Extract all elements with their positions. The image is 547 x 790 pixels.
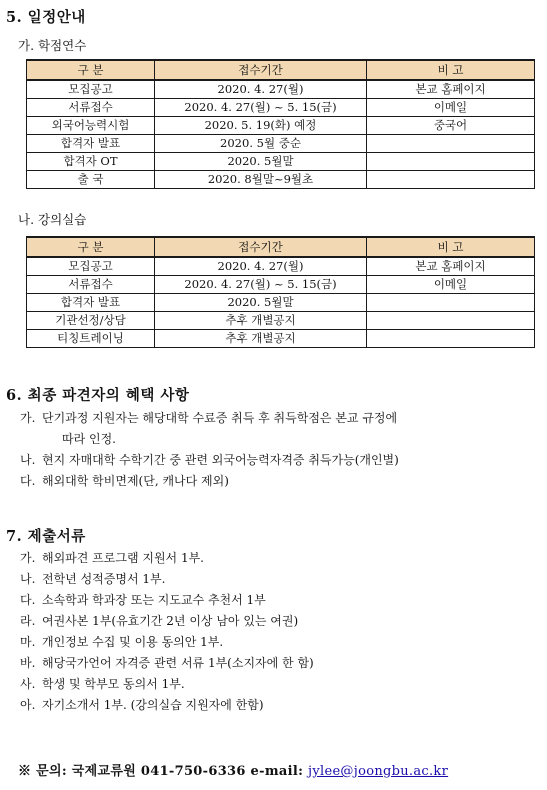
list-item — [20, 450, 535, 471]
cell-remarks: 이메일 — [367, 99, 535, 117]
subsection-b-title: 나. 강의실습 — [18, 212, 87, 227]
list-item — [20, 611, 535, 632]
item-marker: 다. — [20, 593, 36, 607]
header-category: 구 분 — [27, 237, 155, 257]
item-marker: 가. — [20, 411, 36, 425]
cell-period: 2020. 4. 27(월) — [155, 80, 367, 99]
list-item — [20, 569, 535, 590]
list-item — [20, 674, 535, 695]
item-text: 현지 자매대학 수학기간 중 관련 외국어능력자격증 취득가능(개인별) — [42, 453, 399, 467]
item-text: 소속학과 학과장 또는 지도교수 추천서 1부 — [42, 593, 266, 607]
item-marker: 사. — [20, 677, 36, 691]
item-marker: 마. — [20, 635, 36, 649]
list-item — [20, 653, 535, 674]
cell-category: 서류접수 — [27, 99, 155, 117]
item-marker: 나. — [20, 453, 36, 467]
cell-category: 모집공고 — [27, 257, 155, 276]
cell-period: 2020. 4. 27(월) — [155, 257, 367, 276]
schedule-table-teaching-practice — [26, 236, 535, 348]
item-marker: 나. — [20, 572, 36, 586]
item-text: 단기과정 지원자는 해당대학 수료증 취득 후 취득학점은 본교 규정에 — [42, 411, 398, 425]
cell-period: 추후 개별공지 — [155, 312, 367, 330]
list-item — [20, 548, 535, 569]
list-item — [20, 695, 535, 716]
contact-prefix: ※ 문의: 국제교류원 041-750-6336 e-mail: — [18, 764, 304, 779]
cell-remarks — [367, 153, 535, 171]
list-item — [20, 429, 535, 450]
table-row — [27, 330, 535, 348]
section-7-title: 7. 제출서류 — [6, 528, 86, 545]
cell-category: 외국어능력시험 — [27, 117, 155, 135]
section-5-title: 5. 일정안내 — [6, 9, 86, 26]
cell-category: 합격자 OT — [27, 153, 155, 171]
cell-period: 2020. 4. 27(월) ~ 5. 15(금) — [155, 276, 367, 294]
cell-category: 티칭트레이닝 — [27, 330, 155, 348]
table-header-row — [27, 60, 535, 80]
header-period: 접수기간 — [155, 60, 367, 80]
cell-period: 2020. 8월말~9월초 — [155, 171, 367, 189]
header-category: 구 분 — [27, 60, 155, 80]
item-text: 전학년 성적증명서 1부. — [42, 572, 166, 586]
cell-remarks — [367, 330, 535, 348]
cell-period: 2020. 5. 19(화) 예정 — [155, 117, 367, 135]
cell-remarks — [367, 312, 535, 330]
cell-category: 서류접수 — [27, 276, 155, 294]
email-link[interactable]: jylee@joongbu.ac.kr — [308, 764, 449, 779]
benefits-list — [20, 408, 535, 492]
schedule-table-credit-training — [26, 59, 535, 189]
list-item — [20, 471, 535, 492]
item-marker: 라. — [20, 614, 36, 628]
cell-remarks: 본교 홈페이지 — [367, 257, 535, 276]
contact-line — [18, 760, 448, 779]
header-period: 접수기간 — [155, 237, 367, 257]
item-marker: 가. — [20, 551, 36, 565]
header-remarks: 비 고 — [367, 60, 535, 80]
table-row — [27, 135, 535, 153]
item-text: 해외대학 학비면제(단, 캐나다 제외) — [42, 474, 229, 488]
list-item — [20, 590, 535, 611]
cell-remarks — [367, 171, 535, 189]
item-text: 학생 및 학부모 동의서 1부. — [42, 677, 185, 691]
cell-period: 2020. 4. 27(월) ~ 5. 15(금) — [155, 99, 367, 117]
list-item — [20, 632, 535, 653]
cell-remarks — [367, 294, 535, 312]
cell-period: 2020. 5월말 — [155, 294, 367, 312]
cell-category: 합격자 발표 — [27, 135, 155, 153]
header-remarks: 비 고 — [367, 237, 535, 257]
table-row — [27, 294, 535, 312]
item-marker: 다. — [20, 474, 36, 488]
cell-category: 출 국 — [27, 171, 155, 189]
table-row — [27, 171, 535, 189]
table-row — [27, 117, 535, 135]
cell-remarks: 중국어 — [367, 117, 535, 135]
subsection-a-title: 가. 학점연수 — [18, 38, 87, 53]
cell-category: 모집공고 — [27, 80, 155, 99]
item-marker: 아. — [20, 698, 36, 712]
table-row — [27, 312, 535, 330]
cell-category: 합격자 발표 — [27, 294, 155, 312]
table-row — [27, 80, 535, 99]
item-text: 개인정보 수집 및 이용 동의안 1부. — [42, 635, 224, 649]
table-row — [27, 153, 535, 171]
cell-remarks: 이메일 — [367, 276, 535, 294]
item-text: 해외파견 프로그램 지원서 1부. — [42, 551, 204, 565]
table-row — [27, 276, 535, 294]
cell-category: 기관선정/상담 — [27, 312, 155, 330]
item-text: 여권사본 1부(유효기간 2년 이상 남아 있는 여권) — [42, 614, 299, 628]
table-row — [27, 257, 535, 276]
documents-list — [20, 548, 535, 716]
item-text: 해당국가언어 자격증 관련 서류 1부(소지자에 한 함) — [42, 656, 314, 670]
cell-remarks: 본교 홈페이지 — [367, 80, 535, 99]
section-6-title: 6. 최종 파견자의 혜택 사항 — [6, 387, 190, 404]
item-text: 자기소개서 1부. (강의실습 지원자에 한함) — [42, 698, 264, 712]
table-header-row — [27, 237, 535, 257]
item-marker: 바. — [20, 656, 36, 670]
item-text: 따라 인정. — [62, 432, 116, 446]
list-item — [20, 408, 535, 429]
cell-remarks — [367, 135, 535, 153]
cell-period: 2020. 5월 중순 — [155, 135, 367, 153]
cell-period: 2020. 5월말 — [155, 153, 367, 171]
table-row — [27, 99, 535, 117]
cell-period: 추후 개별공지 — [155, 330, 367, 348]
